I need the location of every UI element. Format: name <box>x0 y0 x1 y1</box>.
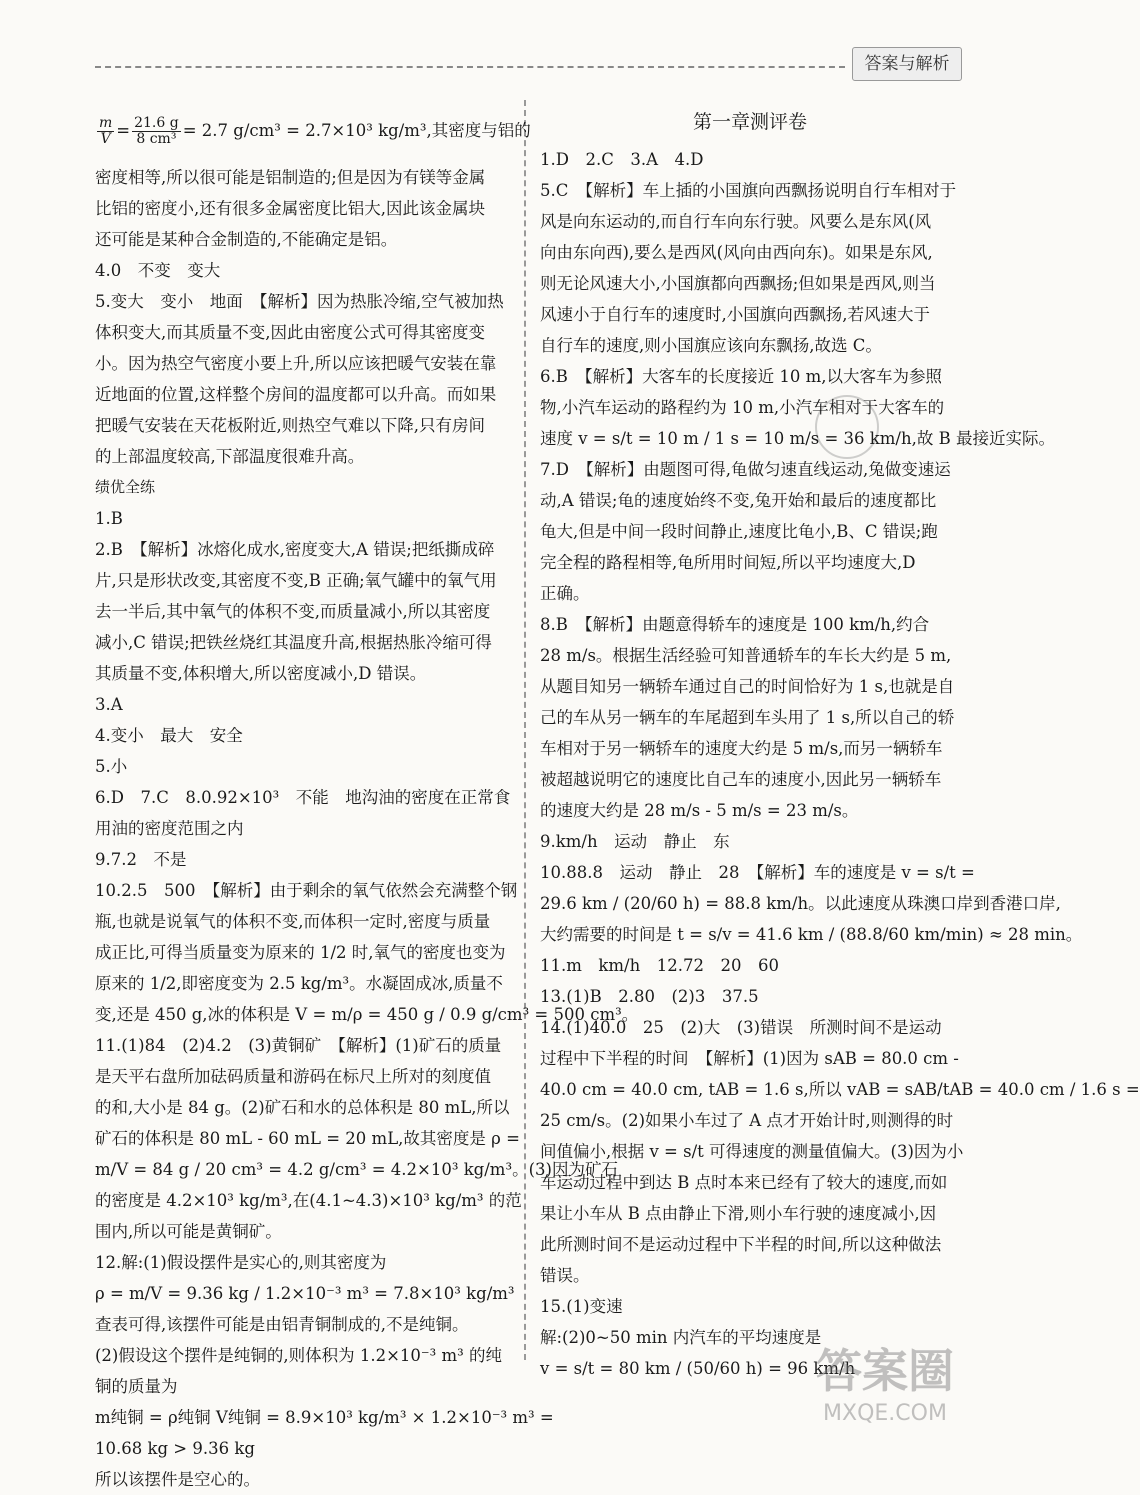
answer-line: 29.6 km / (20/60 h) = 88.8 km/h。以此速度从珠澳口岸到香港口岸, <box>540 894 1061 913</box>
answer-line: 3.A <box>95 695 123 714</box>
answer-line: 正确。 <box>540 584 590 603</box>
answer-line: 的密度是 4.2×10³ kg/m³,在(4.1~4.3)×10³ kg/m³ 的范 <box>95 1191 522 1210</box>
answer-line: 原来的 1/2,即密度变为 2.5 kg/m³。水凝固成冰,质量不 <box>95 974 503 993</box>
text-line: 密度相等,所以很可能是铝制造的;但是因为有镁等金属 <box>95 168 486 187</box>
answer-line: 小。因为热空气密度小要上升,所以应该把暖气安装在靠 <box>95 354 497 373</box>
answer-line: 6.B 【解析】大客车的长度接近 10 m,以大客车为参照 <box>540 367 942 386</box>
answer-line: 5.变大 变小 地面 【解析】因为热胀冷缩,空气被加热 <box>95 292 504 311</box>
answer-line: 己的车从另一辆车的车尾超到车头用了 1 s,所以自己的轿 <box>540 708 955 727</box>
fraction-value: $\frac{21.6 g}{\text{8 cm³}}$ <box>134 114 179 147</box>
answer-line: 4.变小 最大 安全 <box>95 726 243 745</box>
answer-line: 14.(1)40.0 25 (2)大 (3)错误 所测时间不是运动 <box>540 1018 942 1037</box>
answer-line: 绩优全练 <box>95 478 156 496</box>
answer-line: 片,只是形状改变,其密度不变,B 正确;氧气罐中的氧气用 <box>95 571 497 590</box>
header-tab: 答案与解析 <box>852 47 962 81</box>
answer-line: 2.B 【解析】冰熔化成水,密度变大,A 错误;把纸撕成碎 <box>95 540 495 559</box>
answer-line: 去一半后,其中氧气的体积不变,而质量减小,所以其密度 <box>95 602 491 621</box>
right-answer-lines <box>540 144 1140 1384</box>
text-line: 比铝的密度小,还有很多金属密度比铝大,因此该金属块 <box>95 199 485 218</box>
watermark: 答案圈 MXQE.COM <box>816 1344 954 1426</box>
answer-line: 风是向东运动的,而自行车向东行驶。风要么是东风(风 <box>540 212 932 231</box>
answer-line: 过程中下半程的时间 【解析】(1)因为 sAB = 80.0 cm - <box>540 1049 959 1068</box>
answer-line: 体积变大,而其质量不变,因此由密度公式可得其密度变 <box>95 323 485 342</box>
answer-line: 错误。 <box>540 1266 590 1285</box>
answer-line: 果让小车从 B 点由静止下滑,则小车行驶的速度减小,因 <box>540 1204 937 1223</box>
answer-line: 40.0 cm = 40.0 cm, tAB = 1.6 s,所以 vAB = sAB/tAB = 40.0 cm / 1.6 s = <box>540 1080 1140 1099</box>
answer-line: 把暖气安装在天花板附近,则热空气难以下降,只有房间 <box>95 416 485 435</box>
answer-line: 铜的质量为 <box>95 1377 178 1396</box>
answer-line: 动,A 错误;龟的速度始终不变,兔开始和最后的速度都比 <box>540 491 937 510</box>
answer-line: 所以该摆件是空心的。 <box>95 1470 260 1489</box>
answer-line: v = s/t = 80 km / (50/60 h) = 96 km/h <box>540 1359 856 1378</box>
answer-line: 10.2.5 500 【解析】由于剩余的氧气依然会充满整个钢 <box>95 881 518 900</box>
answer-line: 的上部温度较高,下部温度很难升高。 <box>95 447 365 466</box>
answer-line: 5.小 <box>95 757 128 776</box>
text-line: 还可能是某种合金制造的,不能确定是铝。 <box>95 230 398 249</box>
answer-line: 解:(2)0~50 min 内汽车的平均速度是 <box>540 1328 822 1347</box>
answer-line: 龟大,但是中间一段时间静止,速度比龟小,B、C 错误;跑 <box>540 522 938 541</box>
answer-line: 风速小于自行车的速度时,小国旗向西飘扬,若风速大于 <box>540 305 930 324</box>
answer-line: 车运动过程中到达 B 点时本来已经有了较大的速度,而如 <box>540 1173 948 1192</box>
answer-line: 从题目知另一辆轿车通过自己的时间恰好为 1 s,也就是自 <box>540 677 955 696</box>
answer-line: m纯铜 = ρ纯铜 V纯铜 = 8.9×10³ kg/m³ × 1.2×10⁻³ m³ = <box>95 1408 554 1427</box>
answer-line: 13.(1)B 2.80 (2)3 37.5 <box>540 987 759 1006</box>
answer-line: 28 m/s。根据生活经验可知普通轿车的车长大约是 5 m, <box>540 646 952 665</box>
answer-line: 大约需要的时间是 t = s/v = 41.6 km / (88.8/60 km/min) ≈ 28 min。 <box>540 925 1083 944</box>
answer-line: 此所测时间不是运动过程中下半程的时间,所以这种做法 <box>540 1235 942 1254</box>
answer-line: 车相对于另一辆轿车的速度大约是 5 m/s,而另一辆轿车 <box>540 739 943 758</box>
answer-line: 则无论风速大小,小国旗都向西飘扬;但如果是西风,则当 <box>540 274 936 293</box>
answer-line: 25 cm/s。(2)如果小车过了 A 点才开始计时,则测得的时 <box>540 1111 954 1130</box>
answer-line: 完全程的路程相等,龟所用时间短,所以平均速度大,D <box>540 553 916 572</box>
answer-line: 成正比,可得当质量变为原来的 1/2 时,氧气的密度也变为 <box>95 943 506 962</box>
answer-line: 近地面的位置,这样整个房间的温度都可以升高。而如果 <box>95 385 497 404</box>
answer-line: 10.68 kg > 9.36 kg <box>95 1439 255 1458</box>
answer-line: 查表可得,该摆件可能是由铝青铜制成的,不是纯铜。 <box>95 1315 469 1334</box>
answer-line: 自行车的速度,则小国旗应该向东飘扬,故选 C。 <box>540 336 882 355</box>
answer-line: 1.B <box>95 509 123 528</box>
answer-line: 瓶,也就是说氧气的体积不变,而体积一定时,密度与质量 <box>95 912 491 931</box>
formula-line: $\frac{m}{V}$ = $\frac{21.6 g}{\text{8 cm³}}$ = 2.7 g/cm³ = 2.7×10³ kg/m³,其密度与铝的 <box>99 114 531 147</box>
answer-line: 8.B 【解析】由题意得轿车的速度是 100 km/h,约合 <box>540 615 930 634</box>
answer-line: 其质量不变,体积增大,所以密度减小,D 错误。 <box>95 664 427 683</box>
answer-line: 11.m km/h 12.72 20 60 <box>540 956 779 975</box>
answer-line: 15.(1)变速 <box>540 1297 623 1316</box>
answer-line: 矿石的体积是 80 mL - 60 mL = 20 mL,故其密度是 ρ = <box>95 1129 520 1148</box>
answer-line: 6.D 7.C 8.0.92×10³ 不能 地沟油的密度在正常食 <box>95 788 511 807</box>
section-title: 第一章测评卷 <box>692 111 807 133</box>
answer-line: 间值偏小,根据 v = s/t 可得速度的测量值偏大。(3)因为小 <box>540 1142 964 1161</box>
answer-line: 用油的密度范围之内 <box>95 819 244 838</box>
fraction-m-v: $\frac{m}{V}$ <box>99 114 113 147</box>
answer-line: ρ = m/V = 9.36 kg / 1.2×10⁻³ m³ = 7.8×10³ kg/m³ <box>95 1284 515 1303</box>
answer-line: 速度 v = s/t = 10 m / 1 s = 10 m/s = 36 km/h,故 B 最接近实际。 <box>540 429 1055 448</box>
answer-line: 变,还是 450 g,冰的体积是 V = m/ρ = 450 g / 0.9 g/cm³ = 500 cm³。 <box>95 1005 639 1024</box>
answer-line: 减小,C 错误;把铁丝烧红其温度升高,根据热胀冷缩可得 <box>95 633 492 652</box>
answer-line: 围内,所以可能是黄铜矿。 <box>95 1222 282 1241</box>
answer-line: 向由东向西),要么是西风(风向由西向东)。如果是东风, <box>540 243 933 262</box>
answer-line: 是天平右盘所加砝码质量和游码在标尺上所对的刻度值 <box>95 1067 491 1086</box>
answer-line: 10.88.8 运动 静止 28 【解析】车的速度是 v = s/t = <box>540 863 975 882</box>
answer-line: 11.(1)84 (2)4.2 (3)黄铜矿 【解析】(1)矿石的质量 <box>95 1036 502 1055</box>
answer-line: 12.解:(1)假设摆件是实心的,则其密度为 <box>95 1253 387 1272</box>
answer-line: (2)假设这个摆件是纯铜的,则体积为 1.2×10⁻³ m³ 的纯 <box>95 1346 502 1365</box>
answer-line: 9.7.2 不是 <box>95 850 187 869</box>
answer-line: 7.D 【解析】由题图可得,龟做匀速直线运动,兔做变速运 <box>540 460 951 479</box>
answer-line: 被超越说明它的速度比自己车的速度小,因此另一辆轿车 <box>540 770 942 789</box>
right-column <box>540 100 1140 1384</box>
answer-line: 4.0 不变 变大 <box>95 261 221 280</box>
header-divider <box>95 66 845 68</box>
answer-line: 1.D 2.C 3.A 4.D <box>540 150 704 169</box>
answer-line: 的速度大约是 28 m/s - 5 m/s = 23 m/s。 <box>540 801 859 820</box>
answer-line: 的和,大小是 84 g。(2)矿石和水的总体积是 80 mL,所以 <box>95 1098 510 1117</box>
answer-line: 物,小汽车运动的路程约为 10 m,小汽车相对于大客车的 <box>540 398 945 417</box>
answer-line: 5.C 【解析】车上插的小国旗向西飘扬说明自行车相对于 <box>540 181 957 200</box>
answer-line: 9.km/h 运动 静止 东 <box>540 832 730 851</box>
answer-line: m/V = 84 g / 20 cm³ = 4.2 g/cm³ = 4.2×10³ kg/m³。(3)因为矿石 <box>95 1160 618 1179</box>
